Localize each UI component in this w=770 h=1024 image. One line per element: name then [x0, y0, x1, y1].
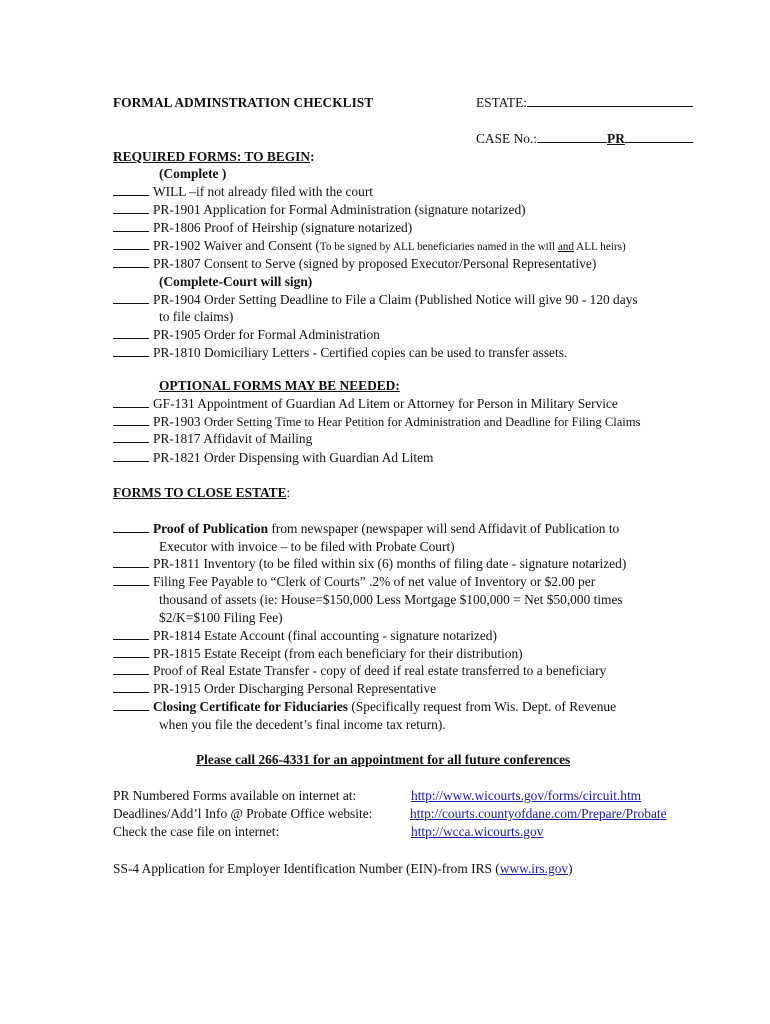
document-title: FORMAL ADMINSTRATION CHECKLIST	[113, 95, 374, 110]
checklist-item: PR-1817 Affidavit of Mailing	[113, 430, 312, 447]
case-file-link[interactable]: http://wcca.wicourts.gov	[411, 824, 544, 839]
checkbox-blank	[113, 698, 149, 711]
checklist-item: Proof of Publication from newspaper (newspaper will send Affidavit of Publication to	[113, 520, 619, 537]
case-value: PR	[607, 131, 625, 146]
checkbox-blank	[113, 291, 149, 304]
checklist-item: PR-1904 Order Setting Deadline to File a Claim (Published Notice will give 90 - 120 days	[113, 291, 638, 308]
forms-link-label: PR Numbered Forms available on internet at:	[113, 788, 357, 803]
forms-link[interactable]: http://www.wicourts.gov/forms/circuit.htm	[411, 788, 642, 803]
checklist-item-continued: thousand of assets (ie: House=$150,000 Less Mortgage $100,000 = Net $50,000 times	[159, 592, 623, 607]
checkbox-blank	[113, 237, 149, 250]
checklist-item: GF-131 Appointment of Guardian Ad Litem or Attorney for Person in Military Service	[113, 395, 618, 412]
checkbox-blank	[113, 662, 149, 675]
close-heading: FORMS TO CLOSE ESTATE:	[113, 485, 291, 500]
checklist-item: PR-1905 Order for Formal Administration	[113, 326, 380, 343]
checkbox-blank	[113, 219, 149, 232]
checklist-item: PR-1810 Domiciliary Letters - Certified copies can be used to transfer assets.	[113, 344, 567, 361]
checklist-item: PR-1806 Proof of Heirship (signature notarized)	[113, 219, 412, 236]
checkbox-blank	[113, 627, 149, 640]
checkbox-blank	[113, 645, 149, 658]
checklist-item: Closing Certificate for Fiduciaries (Specifically request from Wis. Dept. of Revenue	[113, 698, 616, 715]
checklist-item: PR-1901 Application for Formal Administration (signature notarized)	[113, 201, 526, 218]
probate-link-label: Deadlines/Add’l Info @ Probate Office website:	[113, 806, 373, 821]
complete-label: (Complete )	[159, 166, 227, 181]
checklist-item: PR-1821 Order Dispensing with Guardian Ad Litem	[113, 449, 433, 466]
checklist-item-continued: $2/K=$100 Filing Fee)	[159, 610, 283, 625]
case-blank-right	[625, 130, 693, 143]
checkbox-blank	[113, 326, 149, 339]
checklist-item: PR-1815 Estate Receipt (from each beneficiary for their distribution)	[113, 645, 523, 662]
checklist-item-continued: Executor with invoice – to be filed with Probate Court)	[159, 539, 455, 554]
case-file-link-label: Check the case file on internet:	[113, 824, 280, 839]
complete-court-label: (Complete-Court will sign)	[159, 274, 313, 289]
estate-blank	[527, 94, 693, 107]
checklist-item-continued: when you file the decedent’s final income tax return).	[159, 717, 446, 732]
checkbox-blank	[113, 183, 149, 196]
checklist-item: Filing Fee Payable to “Clerk of Courts” .2% of net value of Inventory or $2.00 per	[113, 573, 595, 590]
checklist-item-continued: to file claims)	[159, 309, 234, 324]
checklist-item: PR-1902 Waiver and Consent (To be signed by ALL beneficiaries named in the will and ALL heirs)	[113, 237, 626, 256]
checkbox-blank	[113, 555, 149, 568]
ss4-line: SS-4 Application for Employer Identification Number (EIN)-from IRS (www.irs.gov)	[113, 861, 573, 876]
probate-link[interactable]: http://courts.countyofdane.com/Prepare/Probate	[410, 806, 667, 821]
checkbox-blank	[113, 255, 149, 268]
case-blank-left	[537, 130, 607, 143]
estate-field	[476, 94, 693, 111]
checkbox-blank	[113, 680, 149, 693]
checkbox-blank	[113, 573, 149, 586]
checkbox-blank	[113, 520, 149, 533]
case-label: CASE No.:	[476, 131, 538, 146]
appointment-note: Please call 266-4331 for an appointment for all future conferences	[196, 752, 571, 767]
checklist-item: WILL –if not already filed with the court	[113, 183, 373, 200]
checklist-item: PR-1811 Inventory (to be filed within six (6) months of filing date - signature notarized)	[113, 555, 626, 572]
checklist-item: PR-1915 Order Discharging Personal Representative	[113, 680, 436, 697]
checkbox-blank	[113, 395, 149, 408]
checklist-item: PR-1903 Order Setting Time to Hear Petition for Administration and Deadline for Filing Claims	[113, 413, 641, 431]
optional-heading: OPTIONAL FORMS MAY BE NEEDED:	[159, 378, 400, 393]
checkbox-blank	[113, 430, 149, 443]
checklist-item: PR-1814 Estate Account (final accounting - signature notarized)	[113, 627, 497, 644]
irs-link[interactable]: www.irs.gov	[499, 861, 569, 876]
checkbox-blank	[113, 413, 149, 426]
checklist-item: Proof of Real Estate Transfer - copy of deed if real estate transferred to a beneficiary	[113, 662, 606, 679]
estate-label: ESTATE:	[476, 95, 527, 110]
required-heading: REQUIRED FORMS: TO BEGIN:	[113, 149, 315, 164]
case-field	[476, 130, 693, 147]
checkbox-blank	[113, 201, 149, 214]
checkbox-blank	[113, 344, 149, 357]
checkbox-blank	[113, 449, 149, 462]
checklist-item: PR-1807 Consent to Serve (signed by proposed Executor/Personal Representative)	[113, 255, 596, 272]
